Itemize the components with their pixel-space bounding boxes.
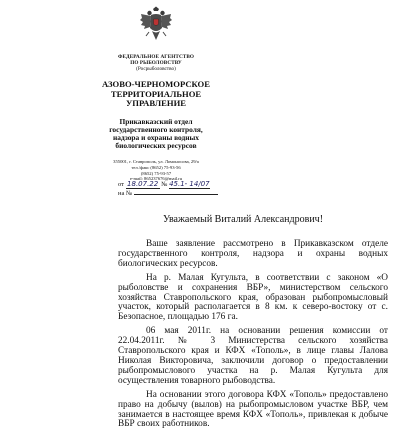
date-label: от <box>118 181 125 188</box>
email-address: e-mail: 865237676@mail.ru <box>129 176 183 182</box>
number-label: № <box>161 181 168 188</box>
admin-line-2: ТЕРРИТОРИАЛЬНОЕ <box>110 88 202 99</box>
agency-short-name: (Росрыболовство) <box>136 66 176 72</box>
phone-fax: тел./факс (8652) 75-93-56 <box>131 164 181 170</box>
date-field <box>126 180 160 189</box>
letter-body <box>118 240 388 434</box>
outgoing-reference <box>118 180 210 189</box>
letterhead <box>86 0 226 182</box>
admin-line-1: АЗОВО-ЧЕРНОМОРСКОЕ <box>102 79 210 89</box>
agency-line-1: ФЕДЕРАЛЬНОЕ АГЕНТСТВО <box>117 54 195 60</box>
body-paragraph: Ваше заявление рассмотрено в Прикавказском отделе государственного контроля, надзора и охраны водных биологических ресурсов. <box>118 239 388 269</box>
coat-of-arms-icon <box>139 6 173 46</box>
greeting: Уважаемый Виталий Александрович! <box>163 214 324 225</box>
incoming-number-field <box>134 194 218 195</box>
incoming-number-label: на № <box>118 190 133 197</box>
number-field <box>169 180 210 189</box>
phone-secondary: (8652) 75-93-57 <box>140 170 172 176</box>
department-line-4: биологических ресурсов <box>115 141 197 151</box>
department-line-2: государственного контроля, <box>109 124 203 134</box>
department-line-1: Прикавказский отдел <box>119 116 193 126</box>
agency-line-2: ПО РЫБОЛОВСТВУ <box>130 60 182 66</box>
body-paragraph: На основании этого договора КФХ «Тополь» предоставлено право на добычу (вылов) на рыбопромысловом участке ВБР, чем занимается в настоящее время КФХ «Тополь», привлекая к добыче ВБР своих работников. <box>118 389 388 430</box>
body-paragraph: 06 мая 2011г. на основании решения комиссии от 22.04.2011г. № 3 Министерства сельского хозяйства Ставропольского края и КФХ «Тополь», в лице главы Лалова Николая Викторовича, заключили договор о предоставлении рыбопромыслового участка на р. Малая Кугульта для осуществления товарного рыбоводства. <box>118 326 388 386</box>
handwritten-date: 18.07.22 <box>127 180 159 188</box>
body-paragraph: На р. Малая Кугульта, в соответствии с законом «О рыболовстве и сохранения ВБР», министерством сельского хозяйства Ставропольского края, образован рыбопромысловый участок, который располагается в 8 км. к северо-востоку от с. Безопасное, площадью 176 га. <box>118 272 388 323</box>
handwritten-number: 45.1- 14/07 <box>169 180 210 188</box>
admin-line-3: УПРАВЛЕНИЕ <box>126 98 186 108</box>
postal-address: 355001, г. Ставрополь, ул. Ломоносова, 29/а <box>113 159 199 165</box>
department-line-3: надзора и охраны водных <box>113 132 199 142</box>
incoming-reference <box>118 190 218 197</box>
